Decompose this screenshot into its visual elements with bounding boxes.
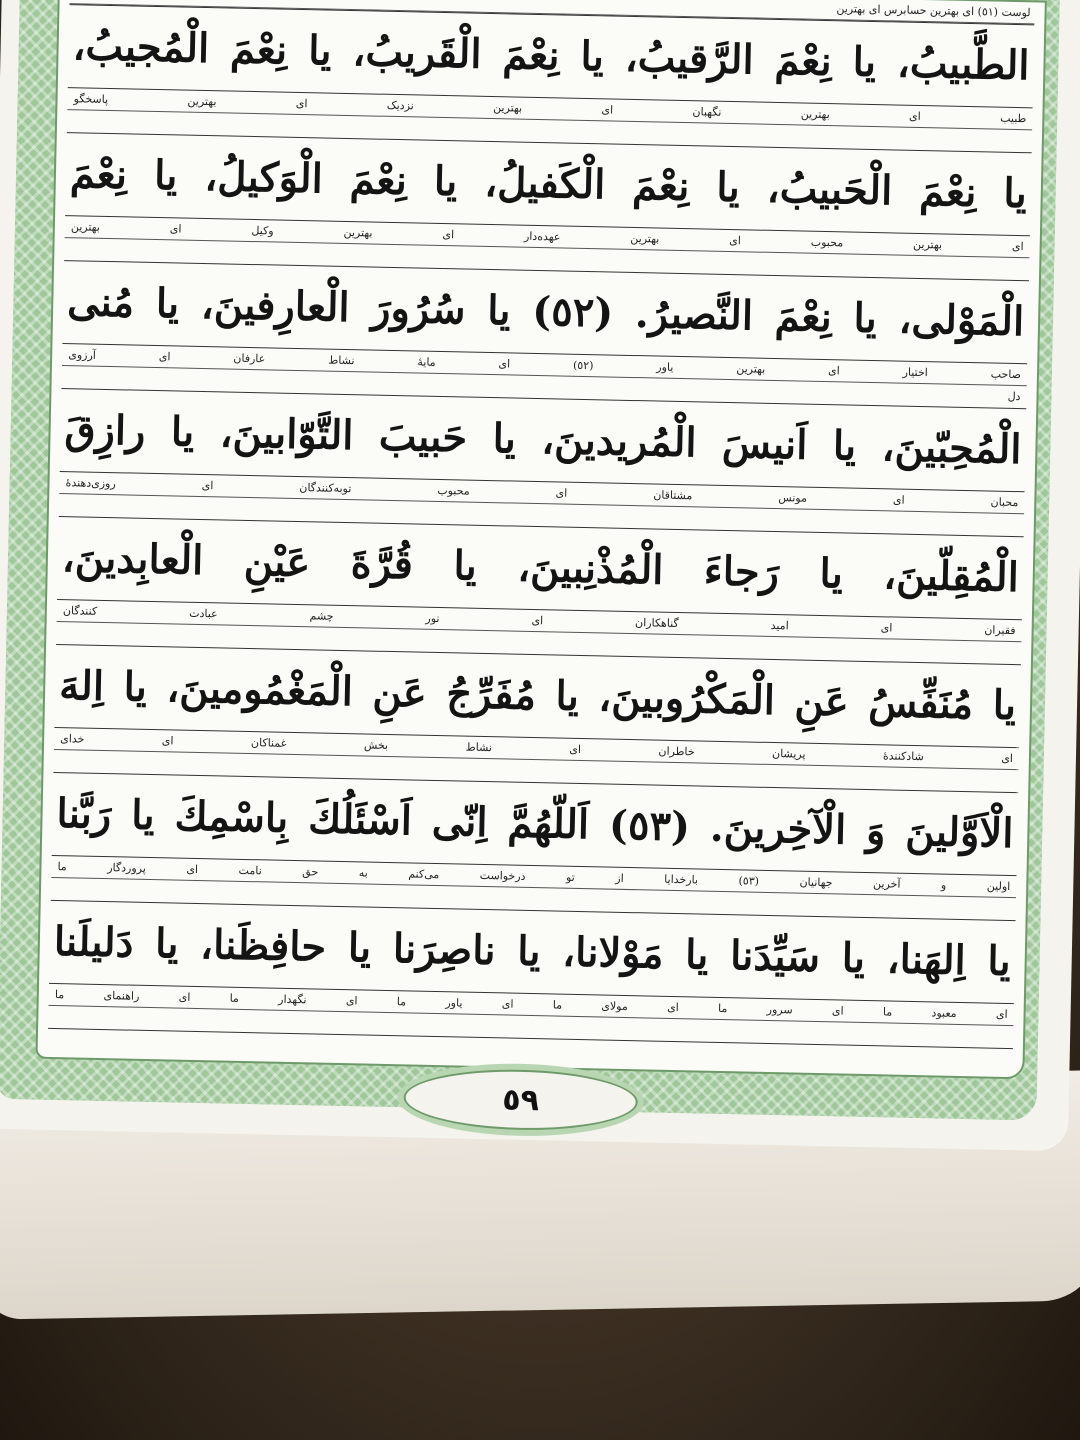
translation-word: کنندگان: [62, 604, 98, 618]
translation-word: ای: [161, 734, 174, 748]
translation-word: محبان: [990, 495, 1019, 510]
translation-word: طبیب: [1000, 111, 1027, 126]
arabic-line: الْمُقِلّينَ، يا رَجاءَ الْمُذْنِبينَ، يا قُرَّةَ عَيْنِ الْعابِدينَ،: [61, 534, 1020, 602]
text-area: [35, 0, 1046, 1079]
translation-word: اختیار: [902, 365, 928, 380]
translation-word: نور: [425, 611, 440, 626]
translation-word: آخرین: [872, 877, 901, 891]
translation-word: سرور: [766, 1002, 793, 1017]
translation-word: ای: [667, 1000, 679, 1015]
translation-word: ما: [396, 995, 407, 1009]
translation-word: ای: [501, 997, 514, 1011]
translation-word: بخش: [363, 738, 389, 752]
translation-word: (٥٣): [738, 874, 760, 888]
translation-word: وکیل: [251, 223, 274, 238]
translation-word: اولین: [986, 879, 1011, 894]
translation-word: یاور: [656, 360, 674, 374]
translation-word: بهترین: [736, 362, 766, 376]
translation-word: خاطران: [658, 744, 695, 759]
translation-word: نزدیک: [386, 98, 414, 113]
translation-word: شادکنندهٔ: [882, 749, 924, 764]
translation-word: نشاط: [328, 353, 355, 368]
translation-word: ای: [158, 350, 171, 364]
translation-word: مشتاقان: [653, 488, 693, 503]
translation-word: مایهٔ: [417, 355, 436, 369]
translation-word: نگهبان: [692, 105, 722, 119]
translation-word: عارفان: [233, 351, 266, 366]
translation-word: نگهدار: [278, 992, 307, 1007]
translation-word: یاور: [445, 996, 463, 1010]
arabic-line: يا نِعْمَ الْحَبيبُ، يا نِعْمَ الْكَفيلُ، يا نِعْمَ الْوَكيلُ، يا نِعْمَ: [69, 150, 1028, 218]
translation-word: ای: [1001, 751, 1014, 766]
translation-word: پروردگار: [107, 861, 146, 875]
translation-word: ای: [555, 486, 568, 500]
translation-word: بهترین: [912, 237, 943, 252]
translation-word: جهانیان: [799, 875, 833, 890]
translation-word: درخواست: [479, 868, 526, 883]
translation-word: امید: [770, 618, 789, 633]
translation-word: ای: [729, 233, 742, 248]
translation-word: نامت: [238, 863, 262, 878]
translation-word: بارخدایا: [664, 872, 699, 887]
translation-word: بهترین: [187, 94, 217, 109]
translation-word: ما: [57, 860, 67, 874]
arabic-line: الْاَوَّلينَ وَ الْآخِرينَ. (٥٣) اَللّهُمَّ اِنّى اَسْئَلُكَ بِاسْمِكَ يا رَبَّنا: [56, 790, 1014, 858]
translation-word: ما: [717, 1001, 728, 1016]
translation-word: گناهکاران: [634, 616, 679, 631]
page-number: ٥٩: [502, 1081, 540, 1118]
translation-word: ما: [882, 1005, 893, 1019]
translation-word: (٥٢): [572, 358, 594, 373]
prayer-lines: [38, 5, 1044, 1049]
translation-word: راهنمای: [103, 989, 140, 1003]
translation-word: پاسخگو: [73, 92, 109, 106]
translation-word: بهترین: [343, 225, 373, 240]
translation-word: روزی‌دهندهٔ: [65, 476, 116, 491]
translation-word: عبادت: [189, 606, 218, 621]
translation-word: ما: [229, 991, 240, 1005]
translation-word: بهترین: [630, 231, 660, 246]
translation-word: بهترین: [800, 107, 830, 122]
translation-word: می‌کنم: [408, 867, 440, 882]
translation-word: ای: [601, 103, 614, 117]
translation-word: ای: [1011, 239, 1024, 254]
translation-word: تو: [565, 870, 575, 884]
translation-word: حق: [302, 865, 319, 879]
translation-word: ای: [201, 479, 214, 493]
translation-word: محبوب: [437, 483, 470, 498]
translation-word: ای: [345, 994, 358, 1008]
translation-word: ما: [552, 998, 563, 1012]
translation-word: ای: [880, 621, 893, 635]
translation-word: ای: [295, 96, 308, 111]
translation-word: ای: [995, 1007, 1008, 1021]
translation-word: معبود: [931, 1006, 957, 1020]
translation-word: نشاط: [465, 740, 493, 755]
translation-word: ای: [908, 109, 921, 123]
translation-word: محبوب: [810, 235, 844, 250]
translation-word: ای: [531, 613, 544, 628]
translation-word: فقیران: [984, 623, 1016, 638]
translation-word: ای: [498, 357, 511, 371]
translation-word: از: [615, 871, 624, 885]
translation-word: بهترین: [493, 101, 523, 115]
translation-word: مولای: [601, 999, 628, 1014]
translation-word: به: [358, 866, 368, 880]
arabic-line: الْمَوْلى، يا نِعْمَ النَّصيرُ. (٥٢) يا سُرُورَ الْعارِفينَ، يا مُنى: [66, 278, 1025, 346]
translation-word: ما: [54, 988, 65, 1002]
arabic-line: يا اِلهَنا، يا سَيِّدَنا يا مَوْلانا، يا ناصِرَنا يا حافِظَنا، يا دَليلَنا: [53, 918, 1012, 986]
translation-word: ای: [827, 364, 840, 378]
translation-word: چشم: [309, 609, 334, 623]
arabic-line: يا مُنَفِّسُ عَنِ الْمَكْرُوبينَ، يا مُفَرِّجُ عَنِ الْمَغْمُومينَ، يا اِلهَ: [58, 662, 1017, 730]
translation-word: ای: [569, 742, 582, 757]
translation-word: ای: [169, 222, 182, 236]
arabic-line: الطَّبيبُ، يا نِعْمَ الرَّقيبُ، يا نِعْمَ الْقَريبُ، يا نِعْمَ الْمُجيبُ،: [72, 22, 1030, 90]
translation-word: ای: [178, 990, 191, 1004]
translation-word: ای: [186, 862, 199, 877]
top-cut-translation: لوست (٥١) ای بهترین حسابرس ای بهترین: [836, 2, 1031, 20]
translation-word: توبه‌کنندگان: [299, 481, 352, 496]
translation-word: مونس: [778, 491, 808, 505]
translation-word: خدای: [60, 732, 85, 746]
translation-word: ای: [831, 1004, 844, 1018]
translation-word: عهده‌دار: [523, 229, 561, 244]
translation-word: بهترین: [70, 220, 101, 234]
translation-word: ای: [892, 493, 905, 507]
translation-word: و: [940, 878, 947, 892]
translation-word: پریشان: [771, 747, 806, 761]
translation-word: آرزوی: [68, 348, 97, 362]
arabic-line: الْمُحِبّينَ، يا اَنيسَ الْمُريدينَ، يا حَبيبَ التَّوّابينَ، يا رازِقَ: [64, 406, 1022, 474]
translation-word: ای: [442, 227, 455, 242]
translation-word: غمناکان: [250, 736, 287, 750]
translation-word: صاحب: [990, 367, 1022, 382]
translation-word: دل: [1007, 389, 1021, 404]
